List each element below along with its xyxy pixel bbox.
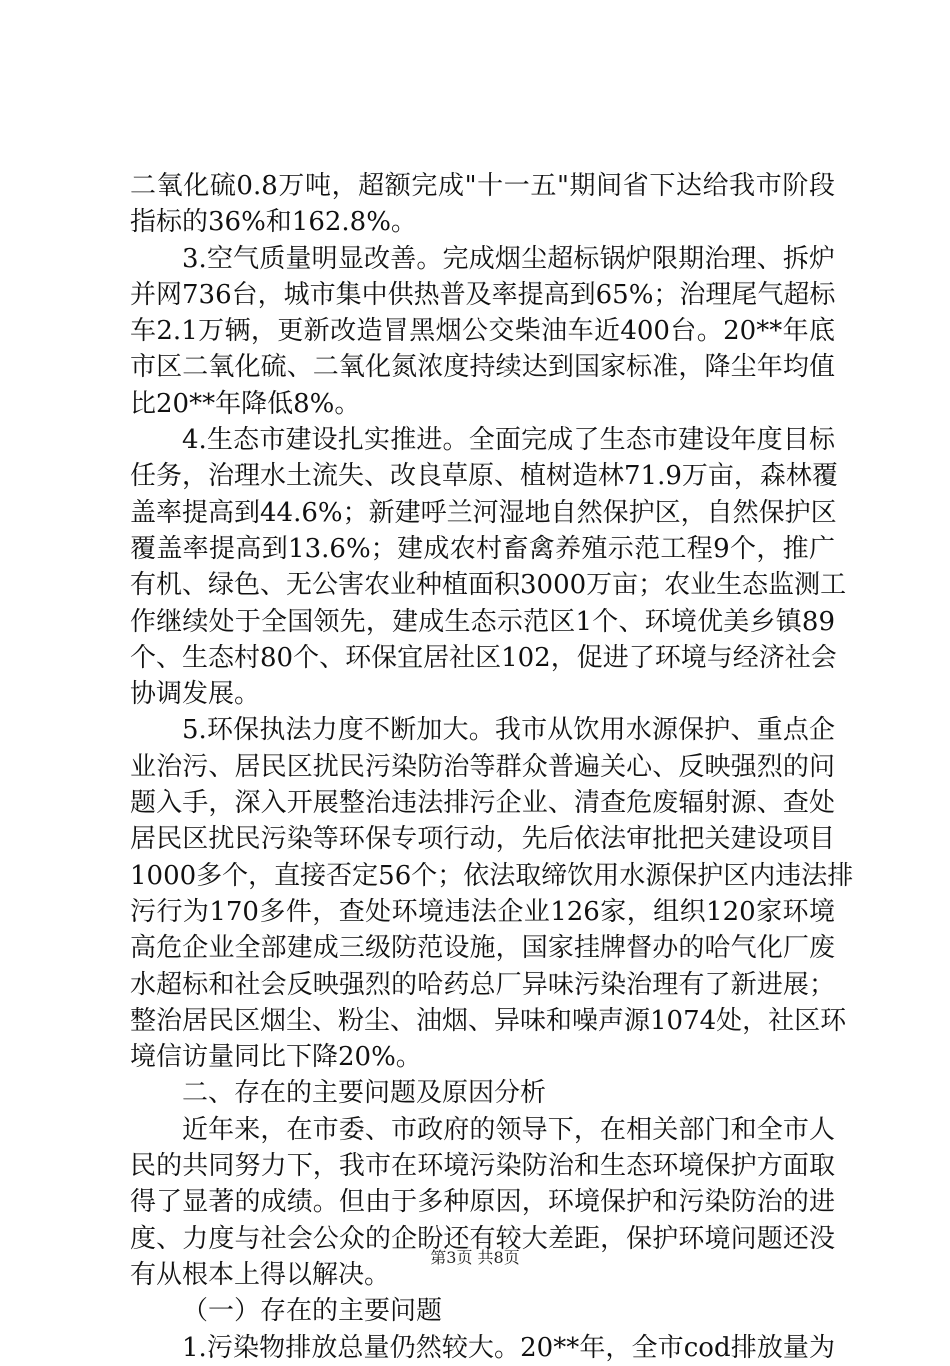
text-line: 3.空气质量明显改善。完成烟尘超标锅炉限期治理、拆炉 [182,243,835,274]
page-footer: 第3页 共8页 [430,1248,520,1267]
subsection-heading: （一）存在的主要问题 [182,1296,443,1327]
document-body [130,168,854,1366]
text-line: 并网736台，城市集中供热普及率提高到65%；治理尾气超标 [130,279,836,310]
text-line: 1000多个，直接否定56个；依法取缔饮用水源保护区内违法排 [130,860,854,891]
text-line: 民的共同努力下，我市在环境污染防治和生态环境保护方面取 [130,1151,835,1182]
text-line: 污行为170多件，查处环境违法企业126家，组织120家环境 [130,896,835,927]
text-line: 二氧化硫0.8万吨，超额完成"十一五"期间省下达给我市阶段 [130,171,835,201]
text-line: 协调发展。 [130,679,261,710]
text-line: 1.污染物排放总量仍然较大。20**年，全市cod排放量为 [182,1332,835,1363]
text-line: 指标的36%和162.8%。 [130,207,417,238]
text-line: 作继续处于全国领先，建成生态示范区1个、环境优美乡镇89 [130,606,835,637]
text-line: 得了显著的成绩。但由于多种原因，环境保护和污染防治的进 [130,1187,835,1218]
text-line: 高危企业全部建成三级防范设施，国家挂牌督办的哈气化厂废 [130,933,835,964]
text-line: 度、力度与社会公众的企盼还有较大差距，保护环境问题还没 [130,1223,835,1254]
text-line: 盖率提高到44.6%；新建呼兰河湿地自然保护区，自然保护区 [130,497,837,528]
text-line: 整治居民区烟尘、粉尘、油烟、异味和噪声源1074处，社区环 [130,1005,847,1036]
text-line: 近年来，在市委、市政府的领导下，在相关部门和全市人 [182,1114,835,1145]
text-line: 任务，治理水土流失、改良草原、植树造林71.9万亩，森林覆 [130,461,838,492]
text-line: 境信访量同比下降20%。 [130,1042,422,1073]
text-line: 水超标和社会反映强烈的哈药总厂异味污染治理有了新进展； [130,969,835,1000]
section-heading: 二、存在的主要问题及原因分析 [182,1078,547,1109]
text-line: 居民区扰民污染等环保专项行动，先后依法审批把关建设项目 [130,824,835,855]
text-line: 车2.1万辆，更新改造冒黑烟公交柴油车近400台。20**年底 [130,316,835,347]
text-line: 比20**年降低8%。 [130,388,361,419]
text-line: 题入手，深入开展整治违法排污企业、清查危废辐射源、查处 [130,788,835,819]
text-line: 市区二氧化硫、二氧化氮浓度持续达到国家标准，降尘年均值 [130,352,835,383]
text-line: 4.生态市建设扎实推进。全面完成了生态市建设年度目标 [182,425,835,456]
text-line: 有机、绿色、无公害农业种植面积3000万亩；农业生态监测工 [130,570,847,601]
text-line: 有从根本上得以解决。 [130,1259,391,1290]
text-line: 业治污、居民区扰民污染防治等群众普遍关心、反映强烈的问 [130,751,835,782]
text-line: 个、生态村80个、环保宜居社区102，促进了环境与经济社会 [130,642,837,673]
text-line: 5.环保执法力度不断加大。我市从饮用水源保护、重点企 [182,715,835,746]
text-line: 覆盖率提高到13.6%；建成农村畜禽养殖示范工程9个，推广 [130,533,835,564]
